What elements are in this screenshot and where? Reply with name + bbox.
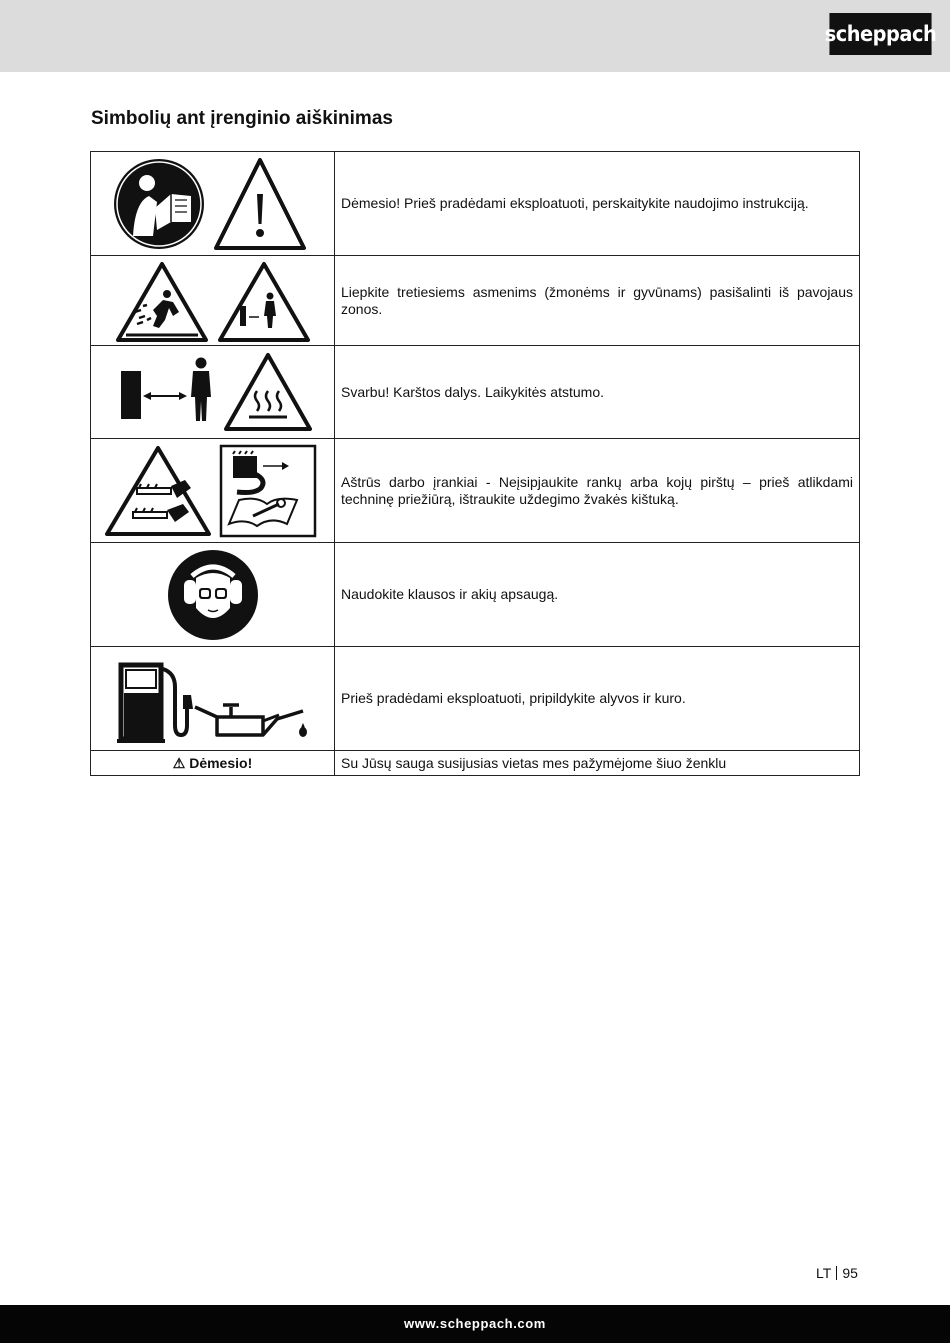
row-text: Naudokite klausos ir akių apsaugą. (335, 543, 860, 647)
table-row (91, 152, 860, 256)
scheppach-logo: scheppach (829, 13, 931, 55)
bystander-warning-icons (113, 260, 313, 342)
row-text: Dėmesio! Prieš pradėdami eksploatuoti, perskaitykite naudojimo instrukciją. (335, 152, 860, 256)
row-text: Liepkite tretiesiems asmenims (žmonėms ir gyvūnams) pasišalinti iš pavojaus zonos. (335, 256, 860, 346)
page-number-divider (836, 1266, 837, 1280)
oil-can-icon (195, 705, 307, 737)
page-title: Simbolių ant įrenginio aiškinimas (91, 108, 393, 129)
icon-cell (91, 346, 335, 439)
table-row (91, 256, 860, 346)
fuel-and-oil-icons (113, 655, 313, 743)
read-manual-icon (114, 159, 204, 249)
read-manual-and-warning-icons (113, 156, 313, 252)
attention-label: ⚠ Dėmesio! (91, 751, 335, 776)
row-text: Svarbu! Karštos dalys. Laikykitės atstumo. (335, 346, 860, 439)
header-band (0, 0, 950, 72)
distance-and-hot-surface-icons (113, 351, 313, 433)
hot-surface-warning-icon (226, 355, 310, 429)
table-row (91, 346, 860, 439)
fuel-pump-icon (117, 665, 193, 741)
icon-cell (91, 256, 335, 346)
flying-debris-warning-icon (118, 264, 206, 340)
page-language: LT (816, 1265, 832, 1281)
attention-text: Su Jūsų sauga susijusias vietas mes pažymėjome šiuo ženklu (335, 751, 860, 776)
table-row (91, 647, 860, 751)
sharp-tools-warning-icon (107, 448, 209, 534)
warning-triangle-icon (216, 160, 304, 248)
keep-distance-icon (121, 358, 211, 422)
footer-url[interactable]: www.scheppach.com (404, 1316, 546, 1331)
sharp-tools-and-maintenance-icons (105, 444, 321, 538)
page-number-value: 95 (842, 1265, 858, 1281)
table-row (91, 439, 860, 543)
icon-cell (91, 647, 335, 751)
icon-cell (91, 152, 335, 256)
spark-plug-maintenance-icon (221, 446, 315, 536)
row-text: Prieš pradėdami eksploatuoti, pripildykite alyvos ir kuro. (335, 647, 860, 751)
icon-cell (91, 439, 335, 543)
keep-distance-warning-icon (220, 264, 308, 340)
symbols-table (90, 151, 860, 776)
note-row (91, 751, 860, 776)
page-number (816, 1265, 858, 1281)
icon-cell (91, 543, 335, 647)
row-text: Aštrūs darbo įrankiai - Neįsipjaukite rankų arba kojų pirštų – prieš atlikdami techninę priežiūrą, ištraukite uždegimo žvakės kištuką. (335, 439, 860, 543)
table-row (91, 543, 860, 647)
hearing-eye-protection-icon (166, 548, 260, 642)
